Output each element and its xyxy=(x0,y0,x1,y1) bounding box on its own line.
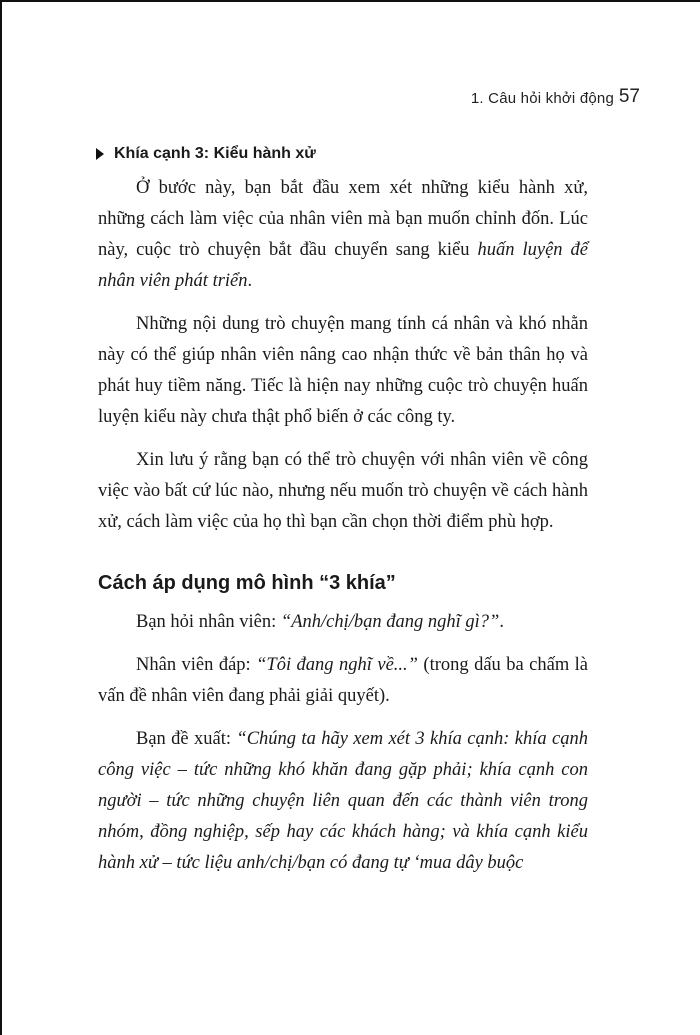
paragraph-1-text: Ở bước này, bạn bắt đầu xem xét những kiểu hành xử, những cách làm việc của nhân viên mà bạn muốn chỉnh đốn. Lúc này, cuộc trò chuyện bắt đầu chuyển sang kiểu xyxy=(98,178,588,260)
paragraph-6-emphasis: “Chúng ta hãy xem xét 3 khía cạnh: khía cạnh công việc – tức những khó khăn đang gặp phải; khía cạnh con người – tức những chuyện liên quan đến các thành viên trong nhóm, đồng nghiệp, sếp hay các khách hàng; và khía cạnh kiểu hành xử – tức liệu anh/chị/bạn có đang tự ‘mua dây buộc xyxy=(98,729,588,873)
paragraph-4-end: . xyxy=(499,612,504,632)
paragraph-2: Những nội dung trò chuyện mang tính cá nhân và khó nhằn này có thể giúp nhân viên nâng cao nhận thức về bản thân họ và phát huy tiềm năng. Tiếc là hiện nay những cuộc trò chuyện huấn luyện kiểu này chưa thật phổ biến ở các công ty. xyxy=(98,314,588,427)
paragraph-4 xyxy=(98,607,588,638)
page-number: 57 xyxy=(618,86,640,107)
paragraph-5-text: Nhân viên đáp: xyxy=(136,655,257,675)
paragraph-6-text: Bạn đề xuất: xyxy=(136,729,237,749)
section-heading: Cách áp dụng mô hình “3 khía” xyxy=(98,572,396,594)
running-title: 1. Câu hỏi khởi động xyxy=(470,90,614,107)
paragraph-4-text: Bạn hỏi nhân viên: xyxy=(136,612,281,632)
paragraph-5-end: (trong dấu ba chấm là vấn đề nhân viên đang phải giải quyết). xyxy=(98,655,589,706)
paragraph-3: Xin lưu ý rằng bạn có thể trò chuyện với nhân viên về công việc vào bất cứ lúc nào, nhưng nếu muốn trò chuyện về cách hành xử, cách làm việc của họ thì bạn cần chọn thời điểm phù hợp. xyxy=(98,450,588,532)
paragraph-1-emphasis: huấn luyện để nhân viên phát triển xyxy=(98,240,588,291)
page-frame-left xyxy=(0,0,2,1035)
paragraph-6 xyxy=(98,724,588,879)
page-frame-top xyxy=(0,0,700,2)
subsection-heading-text: Khía cạnh 3: Kiểu hành xử xyxy=(114,145,316,162)
paragraph-5 xyxy=(98,650,588,712)
subsection-heading xyxy=(96,145,588,163)
paragraph-1-end: . xyxy=(247,271,253,291)
paragraph-4-emphasis: “Anh/chị/bạn đang nghĩ gì?” xyxy=(280,612,500,632)
paragraph-1 xyxy=(98,173,588,297)
page-body xyxy=(98,145,588,891)
triangle-bullet-icon xyxy=(96,148,104,160)
paragraph-5-emphasis: “Tôi đang nghĩ về...” xyxy=(256,655,418,675)
